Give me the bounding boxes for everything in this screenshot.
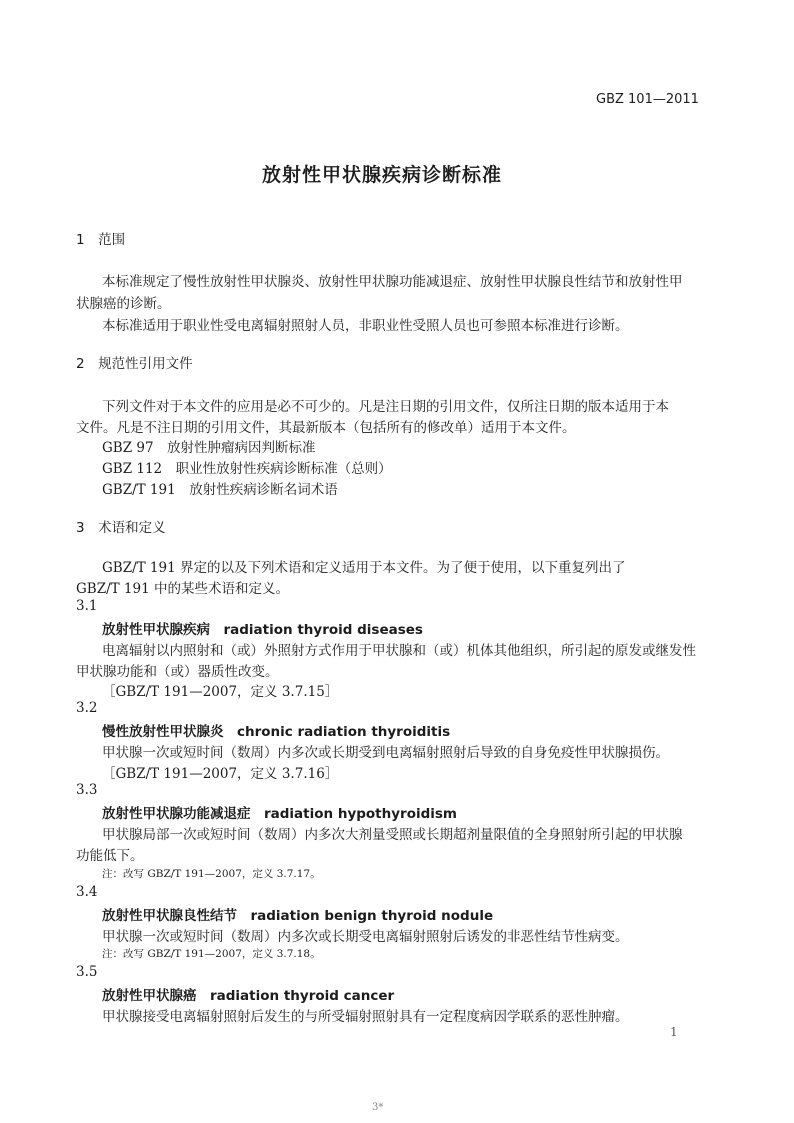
section-heading-scope: 1 范围 [76,232,126,248]
term-note: 注：改写 GBZ/T 191—2007，定义 3.7.18。 [102,948,321,960]
reference-item: GBZ 97 放射性肿瘤病因判断标准 [102,440,316,456]
term-title: 放射性甲状腺疾病 radiation thyroid diseases [102,622,423,638]
standard-code: GBZ 101—2011 [596,92,699,107]
term-title: 放射性甲状腺功能减退症 radiation hypothyroidism [102,806,458,822]
term-number: 3.3 [76,782,98,798]
paragraph: 状腺癌的诊断。 [76,296,171,312]
paragraph: 本标准规定了慢性放射性甲状腺炎、放射性甲状腺功能减退症、放射性甲状腺良性结节和放射性甲 [102,274,683,290]
page-number: 1 [670,1025,678,1039]
term-definition: 电离辐射以内照射和（或）外照射方式作用于甲状腺和（或）机体其他组织，所引起的原发或继发性 [102,643,696,659]
term-definition: 甲状腺一次或短时间（数周）内多次或长期受到电离辐射照射后导致的自身免疫性甲状腺损伤。 [102,745,669,761]
term-source: ［GBZ/T 191—2007，定义 3.7.16］ [102,766,339,782]
reference-item: GBZ 112 职业性放射性疾病诊断标准（总则） [102,461,392,477]
paragraph: GBZ/T 191 界定的以及下列术语和定义适用于本文件。为了便于使用，以下重复列出了 [102,560,626,576]
section-heading-terms: 3 术语和定义 [76,520,166,536]
footer-mark: 3* [372,1102,384,1113]
term-definition: 甲状腺接受电离辐射照射后发生的与所受辐射照射具有一定程度病因学联系的恶性肿瘤。 [102,1009,629,1025]
paragraph: 下列文件对于本文件的应用是必不可少的。凡是注日期的引用文件，仅所注日期的版本适用于本 [102,399,669,415]
section-heading-references: 2 规范性引用文件 [76,356,193,372]
term-title: 放射性甲状腺癌 radiation thyroid cancer [102,988,395,1004]
paragraph: 文件。凡是不注日期的引用文件，其最新版本（包括所有的修改单）适用于本文件。 [76,420,576,436]
term-definition: 甲状腺功能和（或）器质性改变。 [76,664,279,680]
paragraph: GBZ/T 191 中的某些术语和定义。 [76,581,289,597]
term-note: 注：改写 GBZ/T 191—2007，定义 3.7.17。 [102,868,321,880]
paragraph: 本标准适用于职业性受电离辐射照射人员，非职业性受照人员也可参照本标准进行诊断。 [102,318,629,334]
reference-item: GBZ/T 191 放射性疾病诊断名词术语 [102,482,338,498]
term-number: 3.2 [76,700,98,716]
term-definition: 功能低下。 [76,848,144,864]
term-definition: 甲状腺局部一次或短时间（数周）内多次大剂量受照或长期超剂量限值的全身照射所引起的甲状腺 [102,827,683,843]
page-title: 放射性甲状腺疾病诊断标准 [262,164,503,186]
term-source: ［GBZ/T 191—2007，定义 3.7.15］ [102,684,339,700]
term-number: 3.5 [76,964,98,980]
term-title: 放射性甲状腺良性结节 radiation benign thyroid nodule [102,908,494,924]
term-number: 3.4 [76,884,98,900]
term-definition: 甲状腺一次或短时间（数周）内多次或长期受电离辐射照射后诱发的非恶性结节性病变。 [102,929,629,945]
term-title: 慢性放射性甲状腺炎 chronic radiation thyroiditis [102,724,451,740]
term-number: 3.1 [76,598,98,614]
